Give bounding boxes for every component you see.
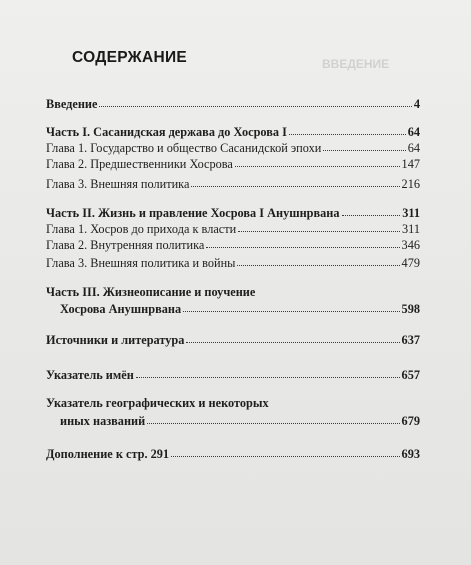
dot-leader [235, 156, 400, 167]
toc-page-number: 598 [401, 302, 420, 316]
toc-page-number: 637 [401, 333, 420, 347]
toc-entry-title: Хосрова Анушнрвана [60, 302, 182, 316]
toc-page-number: 64 [407, 125, 420, 139]
toc-entry [60, 302, 420, 317]
toc-entry-title: Глава 1. Хосров до прихода к власти [46, 222, 237, 236]
toc-entry [46, 157, 420, 172]
dot-leader [342, 205, 401, 216]
toc-entry [46, 97, 420, 112]
toc-entry [46, 125, 420, 140]
toc-entry [46, 447, 420, 462]
toc-entry [46, 368, 420, 383]
dot-leader [289, 124, 406, 135]
dot-leader [183, 301, 399, 312]
toc-page-number: 64 [407, 141, 420, 155]
dot-leader [237, 255, 399, 266]
toc-entry [46, 238, 420, 253]
toc-page-number: 693 [401, 447, 420, 461]
toc-page-number: 657 [401, 368, 420, 382]
dot-leader [323, 140, 405, 151]
dot-leader [171, 446, 399, 457]
dot-leader [147, 413, 399, 424]
toc-entry-title: Глава 3. Внешняя политика [46, 177, 190, 191]
toc-page-number: 346 [401, 238, 420, 252]
toc-page-number: 147 [401, 157, 420, 171]
toc-entry [46, 333, 420, 348]
dot-leader [238, 221, 400, 232]
toc-entry [60, 414, 420, 429]
toc-entry [46, 141, 420, 156]
toc-entry-title: Глава 2. Внутренняя политика [46, 238, 205, 252]
toc-page-number: 216 [401, 177, 420, 191]
toc-page-number: 4 [413, 97, 420, 111]
contents-heading: СОДЕРЖАНИЕ [72, 49, 188, 66]
toc-entry-title: Дополнение к стр. 291 [46, 447, 170, 461]
dot-leader [206, 237, 399, 248]
toc-page-number: 479 [401, 256, 420, 270]
dot-leader [191, 176, 399, 187]
toc-entry-title: Глава 2. Предшественники Хосрова [46, 157, 233, 171]
toc-entry-title: Указатель имён [46, 368, 134, 382]
toc-entry-title: Часть II. Жизнь и правление Хосрова I Анушнрвана [46, 206, 340, 220]
toc-page-number: 311 [402, 222, 420, 236]
toc-entry-title: Часть III. Жизнеописание и поучение [46, 285, 256, 299]
dot-leader [136, 367, 400, 378]
dot-leader [186, 332, 399, 343]
bleed-through-text: ВВЕДЕНИЕ [322, 57, 390, 71]
toc-entry [46, 177, 420, 192]
dot-leader [99, 96, 411, 107]
toc-entry [46, 206, 420, 221]
toc-entry-title: Глава 1. Государство и общество Сасанидской эпохи [46, 141, 322, 155]
toc-entry-title: Указатель географических и некоторых [46, 396, 269, 410]
toc-entry-title: Источники и литература [46, 333, 185, 347]
toc-entry-title: Введение [46, 97, 98, 111]
toc-page-number: 679 [401, 414, 420, 428]
toc-entry [46, 256, 420, 271]
toc-page-number: 311 [402, 206, 420, 220]
toc-entry-title: Глава 3. Внешняя политика и войны [46, 256, 236, 270]
toc-entry-title: иных названий [60, 414, 146, 428]
toc-entry-title: Часть I. Сасанидская держава до Хосрова I [46, 125, 287, 139]
toc-entry [46, 222, 420, 237]
